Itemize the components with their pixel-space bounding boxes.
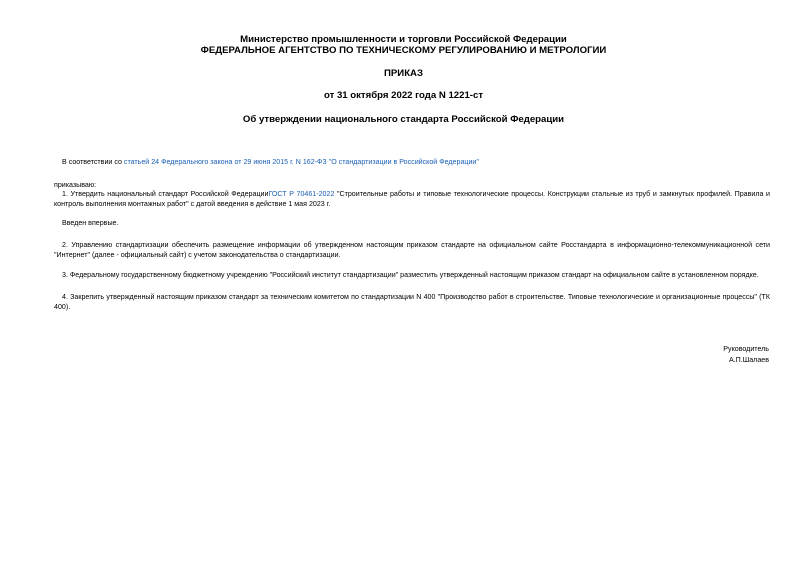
order-date: от 31 октября 2022 года N 1221-ст (323, 90, 484, 101)
item-4-paragraph: 4. Закрепить утвержденный настоящим приказом стандарт за техническим комитетом по стандартизации N 400 "Производство работ в строительстве. Типовые технологические и организационные процессы" (ТК 400). (54, 293, 770, 311)
introduced-first-note: Введен впервые. (62, 219, 119, 227)
item-1-suffix: "Строительные работы и типовые технологические процессы. Конструкции стальные из труб и замкнутых профилей. Правила и контроль выполнения монтажных работ" с датой введения в действие 1 мая 2023 г. (54, 190, 770, 208)
agency-heading: ФЕДЕРАЛЬНОЕ АГЕНТСТВО ПО ТЕХНИЧЕСКОМУ РЕГУЛИРОВАНИЮ И МЕТРОЛОГИИ (200, 45, 607, 56)
signature-title: Руководитель (723, 345, 769, 353)
federal-law-link[interactable]: статьей 24 Федерального закона от 29 июня 2015 г. N 162-ФЗ "О стандартизации в Российской Федерации" (123, 158, 479, 166)
order-subject: Об утверждении национального стандарта Российской Федерации (242, 114, 565, 125)
signature-name: А.П.Шалаев (728, 356, 769, 364)
item-1-prefix: 1. Утвердить национальный стандарт Российской Федерации (62, 190, 269, 198)
order-title: ПРИКАЗ (384, 68, 423, 79)
gost-link[interactable]: ГОСТ Р 70461-2022 (268, 190, 335, 198)
basis-prefix: В соответствии со (62, 158, 124, 166)
item-1-paragraph (54, 189, 770, 209)
item-3-paragraph: 3. Федеральному государственному бюджетному учреждению "Российский институт стандартизации" разместить утвержденный настоящим приказом стандарт на официальном сайте в установленном порядке. (62, 271, 759, 279)
item-2-paragraph: 2. Управлению стандартизации обеспечить размещение информации об утвержденном настоящим приказом стандарте на официальном сайте Росстандарта в информационно-телекоммуникационной сети "Интернет" (далее - официальный сайт) с учетом законодательства о стандартизации. (54, 241, 770, 259)
ministry-heading: Министерство промышленности и торговли Российской Федерации (240, 34, 567, 45)
order-word: приказываю: (54, 181, 97, 189)
basis-paragraph (54, 157, 770, 167)
